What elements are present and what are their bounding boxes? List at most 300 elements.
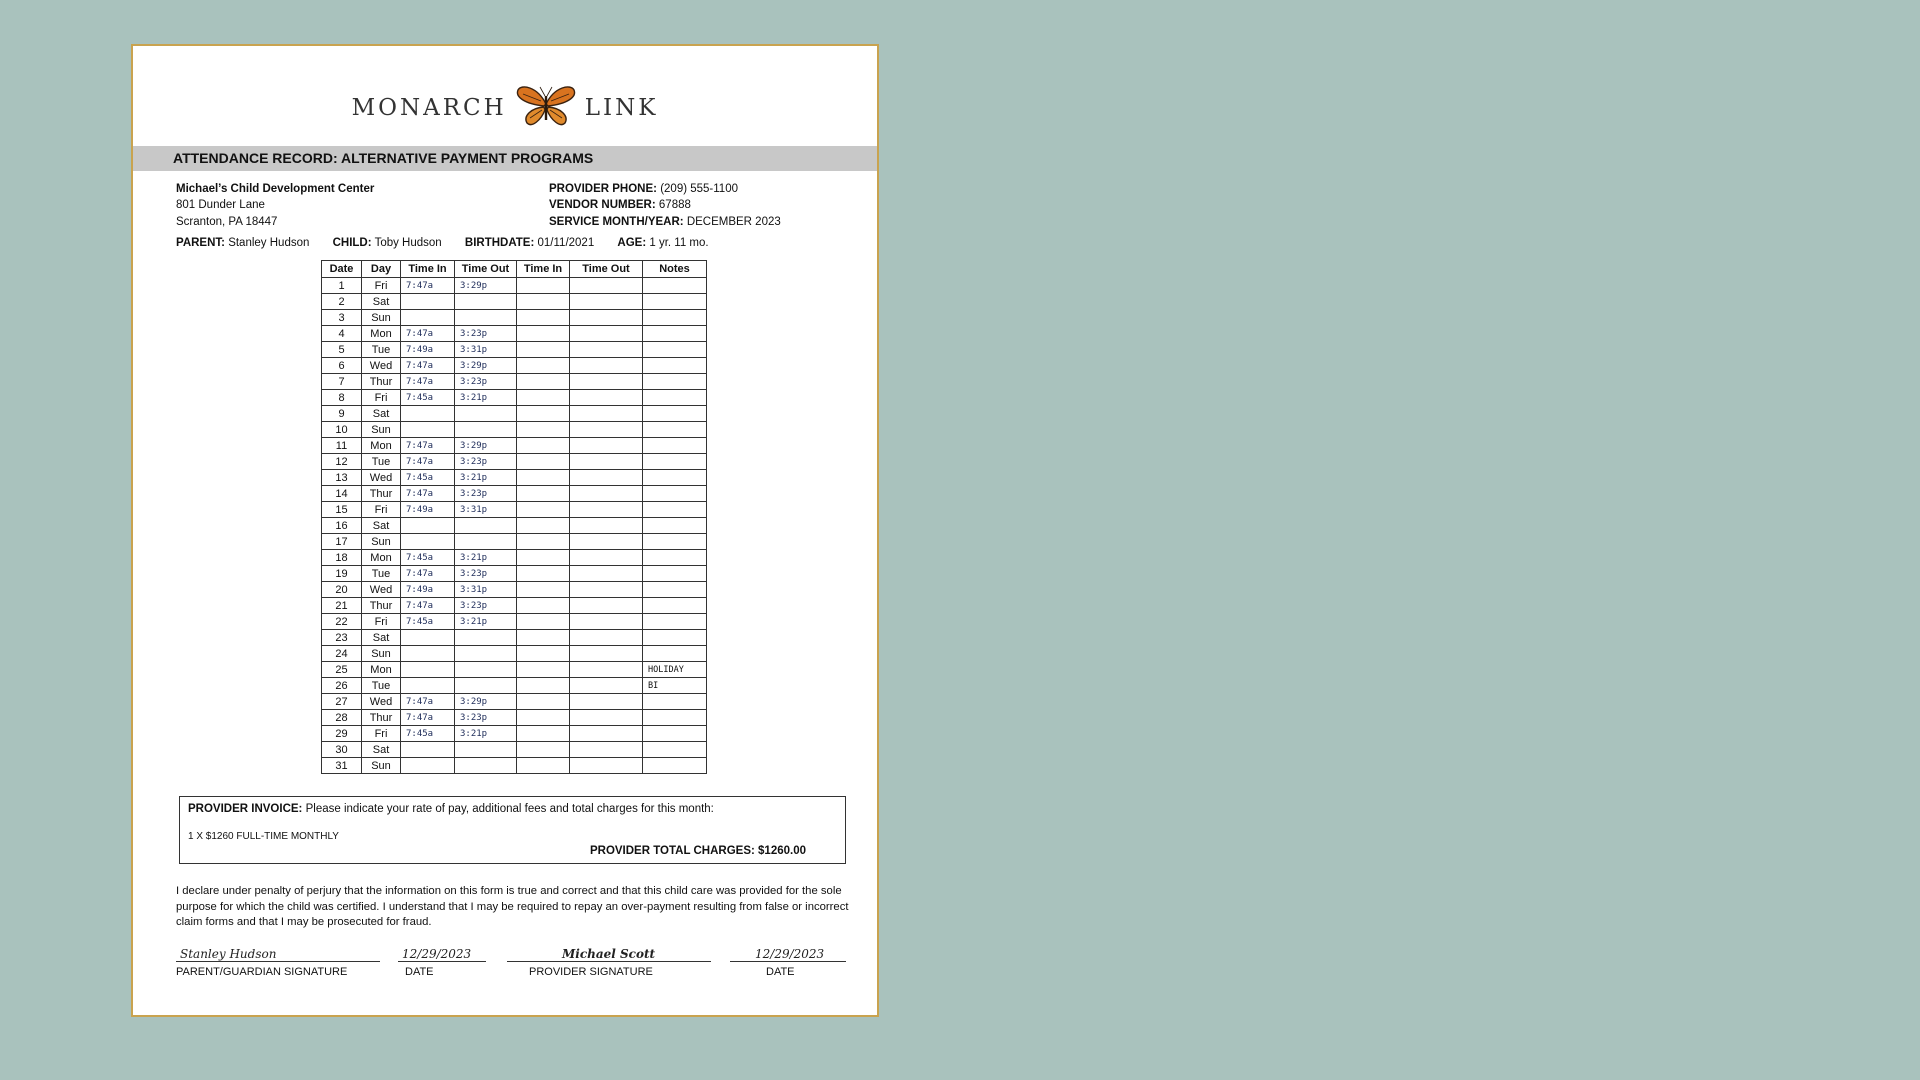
cell-time-out-2 xyxy=(570,486,643,502)
cell-time-out-2 xyxy=(570,646,643,662)
cell-time-in-2 xyxy=(517,278,570,294)
cell-time-out: 3:29p xyxy=(455,438,517,454)
cell-notes xyxy=(643,486,707,502)
cell-day: Wed xyxy=(362,358,401,374)
cell-time-out-2 xyxy=(570,550,643,566)
cell-day: Mon xyxy=(362,550,401,566)
cell-time-out-2 xyxy=(570,502,643,518)
cell-notes xyxy=(643,422,707,438)
cell-notes xyxy=(643,278,707,294)
cell-time-out-2 xyxy=(570,278,643,294)
cell-time-out xyxy=(455,630,517,646)
child-label: CHILD: xyxy=(332,237,372,249)
provider-address-block xyxy=(176,181,374,230)
cell-time-in: 7:47a xyxy=(401,326,455,342)
cell-time-out-2 xyxy=(570,470,643,486)
cell-date: 1 xyxy=(322,278,362,294)
cell-notes xyxy=(643,598,707,614)
cell-notes xyxy=(643,470,707,486)
table-row xyxy=(322,454,707,470)
cell-day: Wed xyxy=(362,582,401,598)
cell-time-out: 3:23p xyxy=(455,486,517,502)
cell-day: Sat xyxy=(362,518,401,534)
cell-time-in xyxy=(401,294,455,310)
invoice-instructions: Please indicate your rate of pay, additional fees and total charges for this month: xyxy=(305,803,714,815)
cell-time-in: 7:47a xyxy=(401,374,455,390)
table-row xyxy=(322,518,707,534)
cell-notes xyxy=(643,358,707,374)
invoice-line-item: 1 X $1260 FULL-TIME MONTHLY xyxy=(188,831,339,842)
cell-time-out-2 xyxy=(570,294,643,310)
cell-day: Sat xyxy=(362,630,401,646)
cell-time-in-2 xyxy=(517,294,570,310)
cell-time-in-2 xyxy=(517,518,570,534)
header-time-in: Time In xyxy=(401,261,455,278)
attendance-table xyxy=(321,260,707,774)
cell-date: 7 xyxy=(322,374,362,390)
header-time-out-2: Time Out xyxy=(570,261,643,278)
cell-time-in xyxy=(401,630,455,646)
attendance-document xyxy=(131,44,879,1017)
cell-time-in: 7:45a xyxy=(401,550,455,566)
cell-time-in-2 xyxy=(517,502,570,518)
cell-time-in: 7:45a xyxy=(401,390,455,406)
table-row xyxy=(322,742,707,758)
cell-date: 15 xyxy=(322,502,362,518)
cell-time-out: 3:23p xyxy=(455,374,517,390)
cell-date: 27 xyxy=(322,694,362,710)
cell-time-in: 7:47a xyxy=(401,486,455,502)
provider-signature-field xyxy=(507,946,711,978)
cell-day: Tue xyxy=(362,454,401,470)
cell-notes xyxy=(643,614,707,630)
cell-time-in-2 xyxy=(517,614,570,630)
vendor-number: 67888 xyxy=(658,199,691,212)
cell-time-in-2 xyxy=(517,438,570,454)
cell-date: 2 xyxy=(322,294,362,310)
age: 1 yr. 11 mo. xyxy=(649,237,709,249)
cell-time-out: 3:21p xyxy=(455,550,517,566)
cell-day: Tue xyxy=(362,678,401,694)
cell-time-out: 3:31p xyxy=(455,342,517,358)
cell-time-out: 3:23p xyxy=(455,710,517,726)
cell-notes xyxy=(643,406,707,422)
page-title: ATTENDANCE RECORD: ALTERNATIVE PAYMENT PROGRAMS xyxy=(133,146,877,171)
cell-time-in-2 xyxy=(517,486,570,502)
invoice-total-value: $1260.00 xyxy=(758,845,806,857)
cell-day: Fri xyxy=(362,278,401,294)
cell-time-in: 7:47a xyxy=(401,438,455,454)
cell-time-out-2 xyxy=(570,630,643,646)
cell-time-out-2 xyxy=(570,742,643,758)
cell-time-out xyxy=(455,406,517,422)
birthdate-label: BIRTHDATE: xyxy=(464,237,535,249)
cell-time-out xyxy=(455,662,517,678)
cell-time-in-2 xyxy=(517,646,570,662)
cell-time-out-2 xyxy=(570,326,643,342)
invoice-label: PROVIDER INVOICE: xyxy=(188,803,303,815)
monarch-link-logo xyxy=(133,82,877,134)
cell-time-in-2 xyxy=(517,598,570,614)
table-row xyxy=(322,326,707,342)
cell-time-out-2 xyxy=(570,758,643,774)
cell-time-in: 7:49a xyxy=(401,582,455,598)
parent-signature-field xyxy=(176,946,380,978)
header-time-in-2: Time In xyxy=(517,261,570,278)
cell-time-in-2 xyxy=(517,534,570,550)
cell-day: Sun xyxy=(362,646,401,662)
cell-time-out xyxy=(455,534,517,550)
cell-notes xyxy=(643,726,707,742)
vendor-number-label: VENDOR NUMBER: xyxy=(549,199,656,212)
cell-date: 28 xyxy=(322,710,362,726)
cell-time-out-2 xyxy=(570,454,643,470)
cell-time-in: 7:45a xyxy=(401,726,455,742)
cell-date: 5 xyxy=(322,342,362,358)
provider-invoice-box xyxy=(179,796,846,864)
cell-date: 8 xyxy=(322,390,362,406)
cell-time-out xyxy=(455,678,517,694)
invoice-total-label: PROVIDER TOTAL CHARGES: xyxy=(589,845,755,857)
table-row xyxy=(322,598,707,614)
cell-time-in-2 xyxy=(517,726,570,742)
cell-day: Sat xyxy=(362,742,401,758)
cell-date: 21 xyxy=(322,598,362,614)
cell-time-in xyxy=(401,422,455,438)
cell-date: 19 xyxy=(322,566,362,582)
cell-date: 11 xyxy=(322,438,362,454)
service-month-label: SERVICE MONTH/YEAR: xyxy=(549,215,684,228)
cell-notes xyxy=(643,518,707,534)
cell-time-out-2 xyxy=(570,310,643,326)
cell-time-out-2 xyxy=(570,678,643,694)
provider-address-line1: 801 Dunder Lane xyxy=(176,199,265,212)
cell-time-in: 7:45a xyxy=(401,470,455,486)
cell-time-out-2 xyxy=(570,614,643,630)
cell-time-in xyxy=(401,310,455,326)
cell-day: Fri xyxy=(362,390,401,406)
provider-details-block xyxy=(549,181,781,230)
table-row xyxy=(322,566,707,582)
cell-date: 25 xyxy=(322,662,362,678)
table-row xyxy=(322,486,707,502)
cell-notes xyxy=(643,374,707,390)
provider-signature: Michael Scott xyxy=(562,947,656,961)
cell-date: 20 xyxy=(322,582,362,598)
cell-time-out xyxy=(455,758,517,774)
cell-notes xyxy=(643,326,707,342)
table-header-row xyxy=(322,261,707,278)
cell-time-out-2 xyxy=(570,406,643,422)
cell-notes xyxy=(643,694,707,710)
cell-notes xyxy=(643,438,707,454)
cell-date: 10 xyxy=(322,422,362,438)
table-row xyxy=(322,694,707,710)
cell-time-out: 3:29p xyxy=(455,278,517,294)
table-row xyxy=(322,294,707,310)
cell-time-out: 3:29p xyxy=(455,358,517,374)
table-row xyxy=(322,646,707,662)
cell-time-in: 7:47a xyxy=(401,278,455,294)
cell-date: 6 xyxy=(322,358,362,374)
cell-time-out-2 xyxy=(570,710,643,726)
cell-notes xyxy=(643,534,707,550)
cell-time-in-2 xyxy=(517,326,570,342)
table-row xyxy=(322,550,707,566)
table-row xyxy=(322,422,707,438)
cell-notes xyxy=(643,502,707,518)
cell-time-out-2 xyxy=(570,662,643,678)
cell-notes xyxy=(643,582,707,598)
cell-time-out-2 xyxy=(570,390,643,406)
table-row xyxy=(322,406,707,422)
cell-day: Sun xyxy=(362,422,401,438)
parent-date-caption: DATE xyxy=(405,966,434,978)
cell-date: 30 xyxy=(322,742,362,758)
cell-time-out xyxy=(455,422,517,438)
table-row xyxy=(322,502,707,518)
table-row xyxy=(322,630,707,646)
table-row xyxy=(322,710,707,726)
cell-day: Thur xyxy=(362,598,401,614)
provider-name: Michael’s Child Development Center xyxy=(176,183,375,195)
cell-day: Wed xyxy=(362,694,401,710)
cell-notes xyxy=(643,310,707,326)
cell-day: Fri xyxy=(362,614,401,630)
table-row xyxy=(322,342,707,358)
age-label: AGE: xyxy=(617,237,647,249)
cell-date: 29 xyxy=(322,726,362,742)
cell-time-out: 3:23p xyxy=(455,454,517,470)
cell-notes xyxy=(643,550,707,566)
cell-time-out-2 xyxy=(570,534,643,550)
cell-time-out xyxy=(455,646,517,662)
cell-time-out-2 xyxy=(570,566,643,582)
provider-date: 12/29/2023 xyxy=(755,947,825,961)
cell-date: 12 xyxy=(322,454,362,470)
cell-date: 23 xyxy=(322,630,362,646)
parent-date-field xyxy=(398,946,486,978)
cell-day: Sun xyxy=(362,758,401,774)
cell-time-in-2 xyxy=(517,630,570,646)
cell-notes xyxy=(643,566,707,582)
cell-date: 14 xyxy=(322,486,362,502)
cell-notes xyxy=(643,742,707,758)
cell-day: Tue xyxy=(362,342,401,358)
cell-notes: HOLIDAY xyxy=(643,662,707,678)
cell-date: 24 xyxy=(322,646,362,662)
table-row xyxy=(322,758,707,774)
cell-notes xyxy=(643,342,707,358)
cell-notes xyxy=(643,294,707,310)
provider-address-line2: Scranton, PA 18447 xyxy=(176,215,278,228)
table-row xyxy=(322,678,707,694)
cell-time-in-2 xyxy=(517,694,570,710)
cell-time-out-2 xyxy=(570,694,643,710)
cell-time-in xyxy=(401,518,455,534)
cell-time-in-2 xyxy=(517,566,570,582)
cell-date: 22 xyxy=(322,614,362,630)
invoice-heading xyxy=(188,803,714,815)
cell-time-in xyxy=(401,646,455,662)
cell-time-out-2 xyxy=(570,438,643,454)
provider-date-caption: DATE xyxy=(766,966,795,978)
cell-day: Mon xyxy=(362,662,401,678)
attendance-table-body xyxy=(322,278,707,774)
cell-time-out: 3:23p xyxy=(455,326,517,342)
cell-date: 9 xyxy=(322,406,362,422)
table-row xyxy=(322,278,707,294)
cell-day: Sun xyxy=(362,310,401,326)
parent-date: 12/29/2023 xyxy=(402,947,472,961)
cell-time-out-2 xyxy=(570,374,643,390)
provider-phone-label: PROVIDER PHONE: xyxy=(549,183,657,195)
table-row xyxy=(322,614,707,630)
cell-time-in: 7:49a xyxy=(401,502,455,518)
cell-day: Fri xyxy=(362,726,401,742)
cell-day: Thur xyxy=(362,374,401,390)
cell-time-in-2 xyxy=(517,374,570,390)
cell-time-in-2 xyxy=(517,390,570,406)
child-name: Toby Hudson xyxy=(374,237,442,249)
parent-name: Stanley Hudson xyxy=(228,237,310,249)
cell-time-out: 3:31p xyxy=(455,502,517,518)
cell-time-out-2 xyxy=(570,582,643,598)
table-row xyxy=(322,470,707,486)
cell-time-in-2 xyxy=(517,454,570,470)
table-row xyxy=(322,726,707,742)
cell-time-in: 7:47a xyxy=(401,598,455,614)
table-row xyxy=(322,374,707,390)
cell-time-out xyxy=(455,294,517,310)
cell-time-out: 3:21p xyxy=(455,614,517,630)
cell-time-in xyxy=(401,758,455,774)
cell-date: 26 xyxy=(322,678,362,694)
cell-time-out: 3:21p xyxy=(455,726,517,742)
cell-time-in-2 xyxy=(517,342,570,358)
cell-time-out-2 xyxy=(570,342,643,358)
header-notes: Notes xyxy=(643,261,707,278)
cell-time-out: 3:31p xyxy=(455,582,517,598)
cell-time-in xyxy=(401,662,455,678)
cell-time-in-2 xyxy=(517,662,570,678)
logo-right-word: LINK xyxy=(584,95,659,121)
cell-time-out xyxy=(455,310,517,326)
table-row xyxy=(322,310,707,326)
header-date: Date xyxy=(322,261,362,278)
cell-time-in: 7:47a xyxy=(401,710,455,726)
parent-signature-caption: PARENT/GUARDIAN SIGNATURE xyxy=(176,966,348,978)
cell-day: Fri xyxy=(362,502,401,518)
service-month: DECEMBER 2023 xyxy=(686,215,781,228)
cell-day: Thur xyxy=(362,710,401,726)
cell-day: Mon xyxy=(362,438,401,454)
table-row xyxy=(322,582,707,598)
cell-notes xyxy=(643,390,707,406)
cell-time-in-2 xyxy=(517,358,570,374)
cell-time-in xyxy=(401,678,455,694)
parent-label: PARENT: xyxy=(176,237,225,249)
cell-time-out-2 xyxy=(570,422,643,438)
cell-time-out: 3:23p xyxy=(455,598,517,614)
cell-time-in-2 xyxy=(517,422,570,438)
cell-time-out: 3:21p xyxy=(455,390,517,406)
cell-time-in-2 xyxy=(517,470,570,486)
header-day: Day xyxy=(362,261,401,278)
cell-date: 13 xyxy=(322,470,362,486)
cell-time-in-2 xyxy=(517,758,570,774)
cell-time-in-2 xyxy=(517,310,570,326)
cell-time-in-2 xyxy=(517,550,570,566)
cell-time-out-2 xyxy=(570,518,643,534)
cell-day: Sat xyxy=(362,294,401,310)
cell-time-in: 7:47a xyxy=(401,454,455,470)
table-row xyxy=(322,534,707,550)
cell-day: Mon xyxy=(362,326,401,342)
cell-day: Tue xyxy=(362,566,401,582)
cell-time-in: 7:45a xyxy=(401,614,455,630)
cell-date: 31 xyxy=(322,758,362,774)
provider-phone: (209) 555-1100 xyxy=(660,183,738,195)
cell-time-in xyxy=(401,534,455,550)
cell-time-in xyxy=(401,742,455,758)
cell-time-out xyxy=(455,742,517,758)
cell-time-in xyxy=(401,406,455,422)
parent-signature: Stanley Hudson xyxy=(180,947,277,961)
cell-day: Wed xyxy=(362,470,401,486)
cell-date: 4 xyxy=(322,326,362,342)
table-row xyxy=(322,358,707,374)
cell-day: Sat xyxy=(362,406,401,422)
cell-time-in-2 xyxy=(517,710,570,726)
birthdate: 01/11/2021 xyxy=(537,237,595,249)
child-info-line xyxy=(176,237,729,249)
cell-time-out-2 xyxy=(570,358,643,374)
table-row xyxy=(322,390,707,406)
cell-time-in: 7:49a xyxy=(401,342,455,358)
cell-time-out-2 xyxy=(570,598,643,614)
header-time-out: Time Out xyxy=(455,261,517,278)
cell-notes xyxy=(643,454,707,470)
cell-time-out: 3:23p xyxy=(455,566,517,582)
cell-day: Thur xyxy=(362,486,401,502)
cell-time-out xyxy=(455,518,517,534)
table-row xyxy=(322,662,707,678)
provider-date-field xyxy=(730,946,846,978)
cell-date: 3 xyxy=(322,310,362,326)
cell-time-in-2 xyxy=(517,582,570,598)
cell-time-in: 7:47a xyxy=(401,694,455,710)
logo-left-word: MONARCH xyxy=(351,95,507,121)
cell-time-out-2 xyxy=(570,726,643,742)
cell-time-in-2 xyxy=(517,742,570,758)
cell-time-out: 3:29p xyxy=(455,694,517,710)
provider-signature-caption: PROVIDER SIGNATURE xyxy=(529,966,653,978)
cell-notes xyxy=(643,758,707,774)
declaration-text: I declare under penalty of perjury that the information on this form is true and correct and that this child care was provided for the sole purpose for which the child was certified. I understand that I may be required to repay an over-payment resulting from false or incorrect claim forms and that I may be prosecuted for fraud. xyxy=(176,885,849,928)
table-row xyxy=(322,438,707,454)
cell-time-in: 7:47a xyxy=(401,566,455,582)
cell-notes xyxy=(643,646,707,662)
cell-time-in: 7:47a xyxy=(401,358,455,374)
cell-day: Sun xyxy=(362,534,401,550)
cell-date: 17 xyxy=(322,534,362,550)
cell-notes: BI xyxy=(643,678,707,694)
cell-time-in-2 xyxy=(517,406,570,422)
cell-date: 18 xyxy=(322,550,362,566)
cell-notes xyxy=(643,710,707,726)
cell-time-out: 3:21p xyxy=(455,470,517,486)
